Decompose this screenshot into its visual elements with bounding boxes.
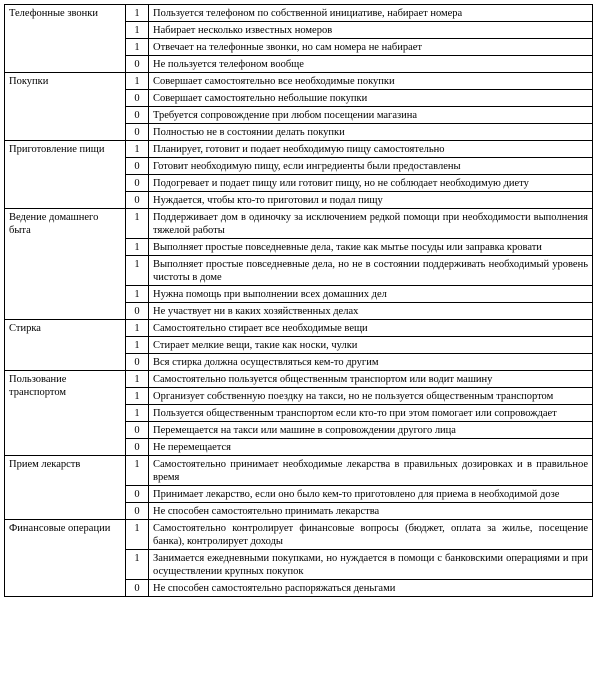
item-score: 0 [126, 56, 149, 73]
item-description: Нуждается, чтобы кто-то приготовил и подал пищу [149, 192, 593, 209]
item-score: 0 [126, 439, 149, 456]
category-name: Телефонные звонки [5, 5, 126, 73]
item-score: 1 [126, 371, 149, 388]
category-name: Пользование транспортом [5, 371, 126, 456]
item-description: Подогревает и подает пищу или готовит пищу, но не соблюдает необходимую диету [149, 175, 593, 192]
item-score: 0 [126, 192, 149, 209]
item-description: Пользуется общественным транспортом если кто-то при этом помогает или сопровождает [149, 405, 593, 422]
table-row [5, 209, 593, 239]
item-description: Совершает самостоятельно небольшие покупки [149, 90, 593, 107]
item-description: Не участвует ни в каких хозяйственных делах [149, 303, 593, 320]
category-name: Ведение домашнего быта [5, 209, 126, 320]
item-score: 1 [126, 209, 149, 239]
item-score: 0 [126, 90, 149, 107]
category-name: Прием лекарств [5, 456, 126, 520]
item-description: Перемещается на такси или машине в сопровождении другого лица [149, 422, 593, 439]
item-score: 1 [126, 286, 149, 303]
table-row [5, 456, 593, 486]
item-description: Пользуется телефоном по собственной инициативе, набирает номера [149, 5, 593, 22]
iadl-scale-table [4, 4, 593, 597]
item-score: 1 [126, 320, 149, 337]
item-description: Занимается ежедневными покупками, но нуждается в помощи с банковскими операциями и при осуществлении крупных покупок [149, 550, 593, 580]
table-row [5, 371, 593, 388]
item-description: Вся стирка должна осуществляться кем-то другим [149, 354, 593, 371]
item-description: Стирает мелкие вещи, такие как носки, чулки [149, 337, 593, 354]
item-score: 0 [126, 158, 149, 175]
table-row [5, 320, 593, 337]
category-name: Стирка [5, 320, 126, 371]
table-row [5, 5, 593, 22]
item-description: Планирует, готовит и подает необходимую пищу самостоятельно [149, 141, 593, 158]
item-description: Организует собственную поездку на такси, но не пользуется общественным транспортом [149, 388, 593, 405]
item-description: Выполняет простые повседневные дела, такие как мытье посуды или заправка кровати [149, 239, 593, 256]
item-description: Не способен самостоятельно принимать лекарства [149, 503, 593, 520]
item-description: Отвечает на телефонные звонки, но сам номера не набирает [149, 39, 593, 56]
item-score: 1 [126, 550, 149, 580]
item-description: Не перемещается [149, 439, 593, 456]
item-score: 1 [126, 388, 149, 405]
item-description: Нужна помощь при выполнении всех домашних дел [149, 286, 593, 303]
item-score: 0 [126, 175, 149, 192]
item-score: 1 [126, 22, 149, 39]
item-score: 0 [126, 303, 149, 320]
item-score: 0 [126, 486, 149, 503]
category-name: Покупки [5, 73, 126, 141]
item-score: 1 [126, 5, 149, 22]
item-score: 0 [126, 503, 149, 520]
item-description: Набирает несколько известных номеров [149, 22, 593, 39]
item-description: Готовит необходимую пищу, если ингредиенты были предоставлены [149, 158, 593, 175]
item-score: 1 [126, 337, 149, 354]
item-description: Не пользуется телефоном вообще [149, 56, 593, 73]
item-description: Не способен самостоятельно распоряжаться деньгами [149, 580, 593, 597]
item-score: 1 [126, 520, 149, 550]
item-description: Полностью не в состоянии делать покупки [149, 124, 593, 141]
table-row [5, 520, 593, 550]
item-description: Поддерживает дом в одиночку за исключением редкой помощи при необходимости выполнения тяжелой работы [149, 209, 593, 239]
item-score: 1 [126, 39, 149, 56]
item-description: Совершает самостоятельно все необходимые покупки [149, 73, 593, 90]
table-body [5, 5, 593, 597]
item-description: Самостоятельно стирает все необходимые вещи [149, 320, 593, 337]
item-score: 1 [126, 405, 149, 422]
item-description: Самостоятельно принимает необходимые лекарства в правильных дозировках и в правильное время [149, 456, 593, 486]
item-score: 0 [126, 422, 149, 439]
item-description: Самостоятельно пользуется общественным транспортом или водит машину [149, 371, 593, 388]
item-score: 1 [126, 256, 149, 286]
table-row [5, 141, 593, 158]
item-score: 0 [126, 580, 149, 597]
table-row [5, 73, 593, 90]
item-score: 0 [126, 107, 149, 124]
item-score: 1 [126, 73, 149, 90]
item-score: 1 [126, 456, 149, 486]
category-name: Финансовые операции [5, 520, 126, 597]
item-score: 0 [126, 124, 149, 141]
item-description: Требуется сопровождение при любом посещении магазина [149, 107, 593, 124]
category-name: Приготовление пищи [5, 141, 126, 209]
item-description: Выполняет простые повседневные дела, но не в состоянии поддерживать необходимый уровень чистоты в доме [149, 256, 593, 286]
item-score: 1 [126, 239, 149, 256]
item-description: Принимает лекарство, если оно было кем-то приготовлено для приема в необходимой дозе [149, 486, 593, 503]
item-score: 1 [126, 141, 149, 158]
item-score: 0 [126, 354, 149, 371]
item-description: Самостоятельно контролирует финансовые вопросы (бюджет, оплата за жилье, посещение банка), контролирует доходы [149, 520, 593, 550]
